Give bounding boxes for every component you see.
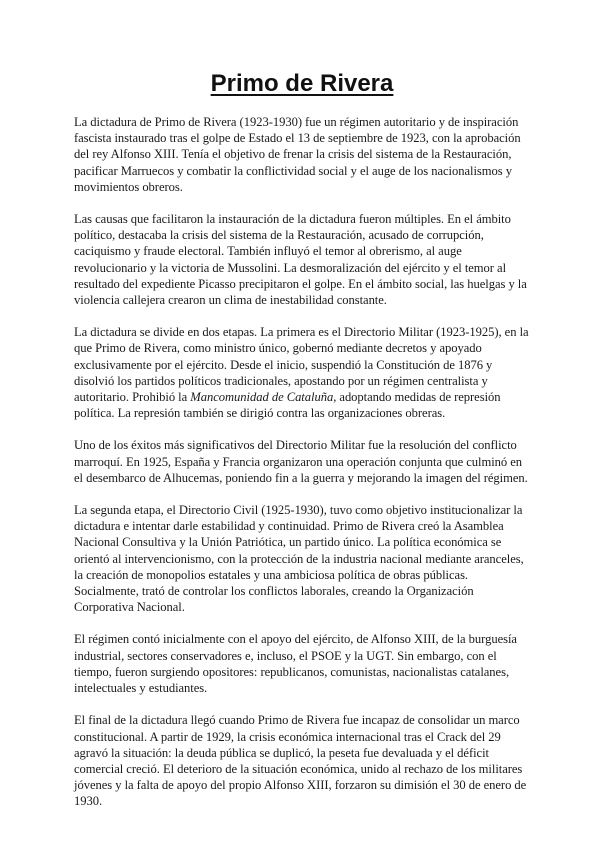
paragraph-text-before-italic: La dictadura se divide en dos etapas. La primera es el Directorio Militar (1923-1925), en la que Primo de Rivera, como ministro único, gobernó mediante decretos y apoyado exclusivamente por el ejército. Desde el inicio, suspendió la Constitución de 1876 y disolvió los partidos políticos tradicionales, apostando por un régimen centralista y autoritario. Prohibió la — [74, 325, 529, 405]
italic-term: Mancomunidad de Cataluña — [190, 390, 334, 405]
page-title: Primo de Rivera — [210, 70, 394, 97]
paragraph-support-opposition: El régimen contó inicialmente con el apoyo del ejército, de Alfonso XIII, de la burguesía industrial, sectores conservadores e, incluso, el PSOE y la UGT. Sin embargo, con el tiempo, fueron surgiendo opositores: republicanos, comunistas, nacionalistas catalanes, intelectuales y estudiantes. — [74, 632, 517, 696]
paragraph-military-directorate — [74, 324, 530, 421]
paragraph-end-of-dictatorship: El final de la dictadura llegó cuando Primo de Rivera fue incapaz de consolidar un marco constitucional. A partir de 1929, la crisis económica internacional tras el Crack del 29 agravó la situación: la deuda pública se duplicó, la peseta fue devaluada y el déficit comercial creció. El deterioro de la situación económica, unido al rechazo de los militares jóvenes y la falta de apoyo del propio Alfonso XIII, forzaron su dimisión el 30 de enero de 1930. — [74, 713, 527, 809]
paragraph-civil-directorate: La segunda etapa, el Directorio Civil (1925-1930), tuvo como objetivo institucionalizar la dictadura e intentar darle estabilidad y continuidad. Primo de Rivera creó la Asamblea Nacional Consultiva y la Unión Patriótica, un partido único. La política económica se orientó al intervencionismo, con la protección de la industria nacional mediante aranceles, la creación de monopolios estatales y una ambiciosa política de obras públicas. Socialmente, trató de controlar los conflictos laborales, creando la Organización Corporativa Nacional. — [74, 503, 524, 615]
paragraph-introduction: La dictadura de Primo de Rivera (1923-1930) fue un régimen autoritario y de inspiración fascista instaurado tras el golpe de Estado el 13 de septiembre de 1923, con la aprobación del rey Alfonso XIII. Tenía el objetivo de frenar la crisis del sistema de la Restauración, pacificar Marruecos y combatir la conflictividad social y el auge de los nacionalismos y movimientos obreros. — [74, 115, 521, 194]
paragraph-text-after-italic: , adoptando medidas de represión política. La represión también se dirigió contra las organizaciones obreras. — [74, 390, 501, 421]
paragraph-causes: Las causas que facilitaron la instauración de la dictadura fueron múltiples. En el ámbito político, destacaba la crisis del sistema de la Restauración, acusado de corrupción, caciquismo y fraude electoral. También influyó el temor al obrerismo, al auge revolucionario y la victoria de Mussolini. La desmoralización del ejército y el temor al resultado del expediente Picasso precipitaron el golpe. En el ámbito social, las huelgas y la violencia callejera crearon un clima de inestabilidad constante. — [74, 212, 527, 308]
paragraph-morocco-success: Uno de los éxitos más significativos del Directorio Militar fue la resolución del conflicto marroquí. En 1925, España y Francia organizaron una operación conjunta que culminó en el desembarco de Alhucemas, poniendo fin a la guerra y mejorando la imagen del régimen. — [74, 438, 528, 485]
